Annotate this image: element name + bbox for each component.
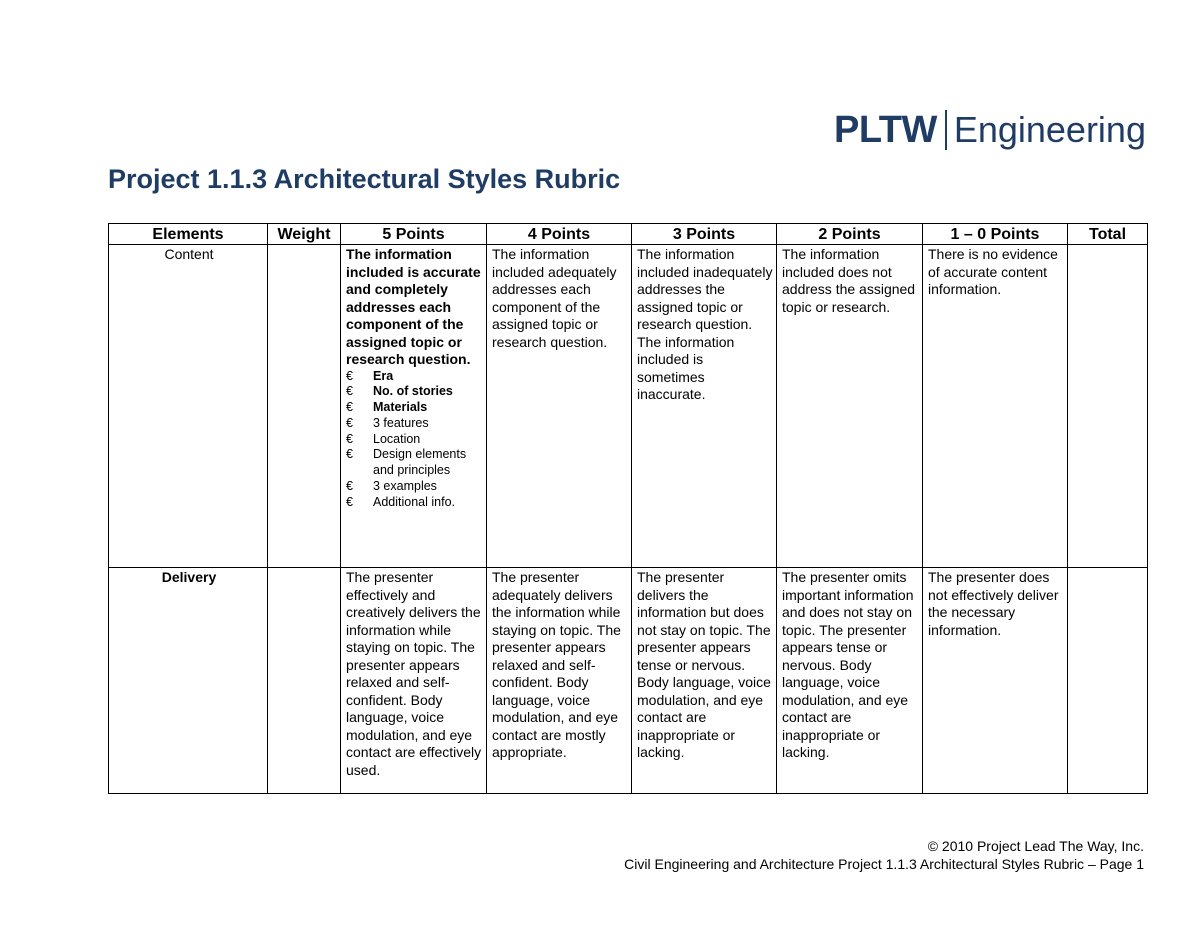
euro-bullet-icon: € (346, 415, 353, 430)
criteria-item-materials: € Materials (346, 400, 428, 415)
header-row (109, 224, 1148, 245)
header-4-points: 4 Points (487, 224, 632, 245)
element-cell-delivery: Delivery (109, 568, 268, 794)
content-4-points-cell: The information included adequately addresses each component of the assigned topic or research question. (487, 245, 632, 568)
content-2-points-cell: The information included does not address the assigned topic or research. (777, 245, 923, 568)
total-cell-delivery (1068, 568, 1148, 794)
logo-brand-text: PLTW (834, 108, 937, 151)
content-1-0-points-cell: There is no evidence of accurate content information. (923, 245, 1068, 568)
euro-bullet-icon: € (346, 479, 353, 494)
content-5-points-intro: The information included is accurate and completely addresses each component of the assigned topic or research question. (346, 246, 481, 367)
total-cell-content (1068, 245, 1148, 568)
logo-suffix-text: Engineering (953, 109, 1146, 150)
header-2-points: 2 Points (777, 224, 923, 245)
document-title: Project 1.1.3 Architectural Styles Rubric (108, 164, 621, 194)
criteria-item-additional: € Additional info. (346, 494, 456, 509)
euro-bullet-icon: € (346, 368, 353, 383)
pltw-engineering-logo (834, 106, 1146, 154)
delivery-1-0-points-cell: The presenter does not effectively deliver the necessary information. (923, 568, 1068, 794)
weight-cell-delivery (268, 568, 341, 794)
header-3-points: 3 Points (632, 224, 777, 245)
table-row-content (109, 245, 1148, 568)
criteria-item-examples: € 3 examples (346, 479, 437, 494)
euro-bullet-icon: € (346, 494, 353, 509)
criteria-item-features: € 3 features (346, 415, 429, 430)
euro-bullet-icon: € (346, 400, 353, 415)
content-5-points-cell (341, 245, 487, 568)
euro-bullet-icon: € (346, 384, 353, 399)
weight-cell-content (268, 245, 341, 568)
content-3-points-cell: The information included inadequately addresses the assigned topic or research question. The information included is sometimes inaccurate. (632, 245, 777, 568)
page-footer (624, 838, 1144, 873)
delivery-3-points-cell: The presenter delivers the information but does not stay on topic. The presenter appears tense or nervous. Body language, voice modulation, and eye contact are inappropriate or lacking. (632, 568, 777, 794)
criteria-item-stories: € No. of stories (346, 384, 453, 399)
content-criteria-list (346, 369, 483, 511)
header-elements: Elements (109, 224, 268, 245)
delivery-2-points-cell: The presenter omits important information and does not stay on topic. The presenter appears tense or nervous. Body language, voice modulation, and eye contact are inappropriate or lacking. (777, 568, 923, 794)
euro-bullet-icon: € (346, 431, 353, 446)
table-row-delivery (109, 568, 1148, 794)
criteria-item-design: € Design elements and principles (346, 447, 467, 478)
header-5-points: 5 Points (341, 224, 487, 245)
footer-page-line: Civil Engineering and Architecture Project 1.1.3 Architectural Styles Rubric – Page 1 (624, 855, 1144, 872)
delivery-5-points-cell: The presenter effectively and creatively delivers the information while staying on topic. The presenter appears relaxed and self-confident. Body language, voice modulation, and eye contact are effectively used. (341, 568, 487, 794)
criteria-item-era: € Era (346, 368, 394, 383)
header-1-0-points: 1 – 0 Points (923, 224, 1068, 245)
delivery-4-points-cell: The presenter adequately delivers the information while staying on topic. The presenter appears relaxed and self-confident. Body language, voice modulation, and eye contact are mostly appropriate. (487, 568, 632, 794)
element-cell-content: Content (109, 245, 268, 568)
criteria-item-location: € Location (346, 431, 421, 446)
logo-divider (945, 110, 947, 150)
header-total: Total (1068, 224, 1148, 245)
rubric-table (108, 223, 1148, 794)
header-weight: Weight (268, 224, 341, 245)
euro-bullet-icon: € (346, 447, 353, 462)
footer-copyright: © 2010 Project Lead The Way, Inc. (927, 838, 1144, 854)
